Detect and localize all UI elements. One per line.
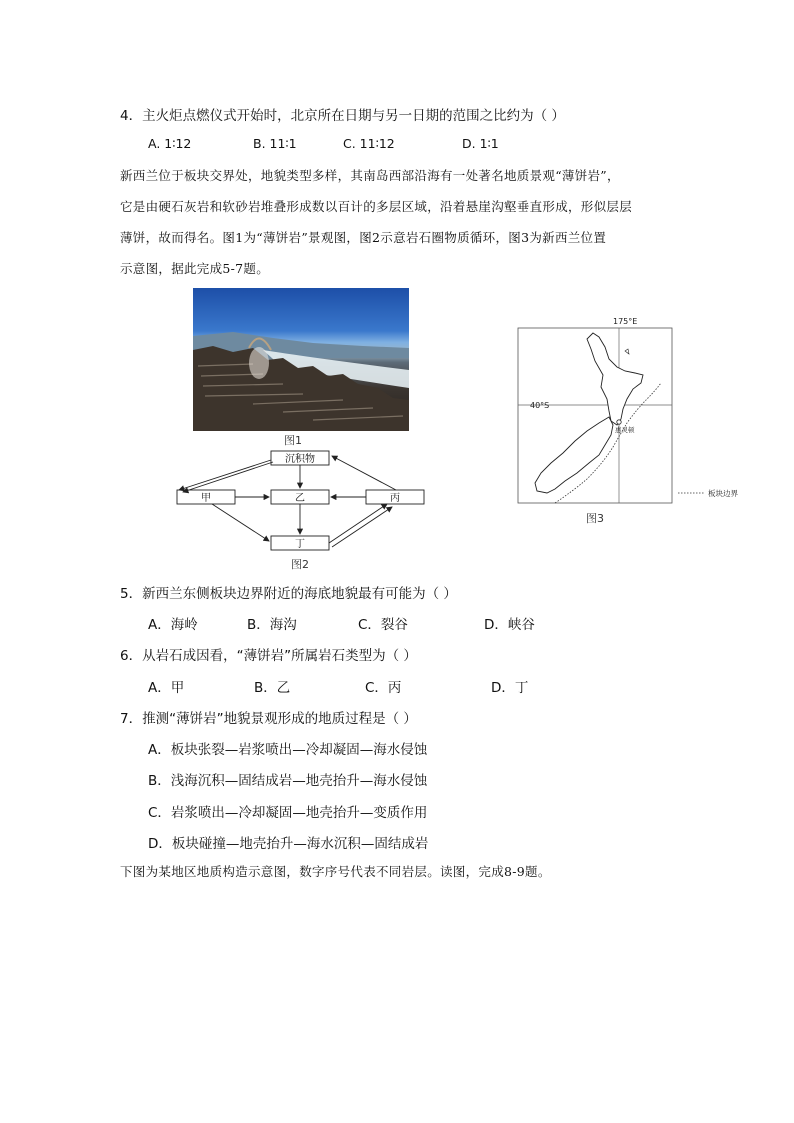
- question-4-option-a: A. 1∶12: [148, 136, 192, 151]
- longitude-label: 175°E: [613, 317, 638, 326]
- question-5-option-d: D．峡谷: [484, 617, 535, 633]
- latitude-label: 40°S: [530, 401, 550, 410]
- rock-cycle-box-bing: 丙: [390, 493, 400, 504]
- new-zealand-map: [515, 313, 777, 527]
- intro-line-3: 薄饼，故而得名。图1为“薄饼岩”景观图，图2示意岩石圈物质循环，图3为新西兰位置: [120, 230, 607, 245]
- intro-line-1: 新西兰位于板块交界处，地貌类型多样，其南岛西部沿海有一处著名地质景观“薄饼岩”，: [120, 168, 620, 183]
- question-7-option-d: D．板块碰撞—地壳抬升—海水沉积—固结成岩: [148, 836, 429, 852]
- question-5-option-c: C．裂谷: [358, 617, 408, 633]
- question-5-option-a: A．海岭: [148, 617, 198, 633]
- rock-cycle-diagram: [172, 446, 432, 574]
- question-6-stem: 6．从岩石成因看，“薄饼岩”所属岩石类型为（ ）: [120, 648, 417, 664]
- figure-3-caption: 图3: [586, 512, 604, 525]
- question-4-option-d: D. 1∶1: [462, 136, 499, 151]
- question-5-option-b: B．海沟: [247, 617, 297, 633]
- question-4-option-c: C. 11∶12: [343, 136, 395, 151]
- question-6-option-a: A．甲: [148, 680, 185, 696]
- question-6-option-c: C．丙: [365, 680, 402, 696]
- legend-boundary-label: 板块边界: [708, 489, 738, 498]
- figure-1-caption: 图1: [284, 434, 302, 447]
- rock-cycle-box-yi: 乙: [295, 493, 305, 504]
- figure-2-caption: 图2: [291, 558, 309, 571]
- rock-cycle-box-jia: 甲: [201, 493, 211, 504]
- question-6-option-b: B．乙: [254, 680, 291, 696]
- question-7-option-b: B．浅海沉积—固结成岩—地壳抬升—海水侵蚀: [148, 773, 428, 789]
- wellington-marker: [617, 420, 621, 424]
- intro-line-2: 它是由硬石灰岩和软砂岩堆叠形成数以百计的多层区域，沿着悬崖沟壑垂直形成，形似层层: [120, 199, 633, 214]
- question-7-stem: 7．推测“薄饼岩”地貌景观形成的地质过程是（ ）: [120, 711, 417, 727]
- question-7-option-a: A．板块张裂—岩浆喷出—冷却凝固—海水侵蚀: [148, 742, 428, 758]
- wellington-label: 惠灵顿: [615, 426, 635, 434]
- pancake-rocks-photo: [193, 288, 409, 431]
- rock-cycle-box-ding: 丁: [295, 539, 305, 550]
- question-4-option-b: B. 11∶1: [253, 136, 297, 151]
- question-6-option-d: D．丁: [491, 680, 529, 696]
- question-5-stem: 5．新西兰东侧板块边界附近的海底地貌最有可能为（ ）: [120, 586, 457, 602]
- intro-line-4: 示意图，据此完成5-7题。: [120, 261, 270, 276]
- question-4-stem: 4．主火炬点燃仪式开始时，北京所在日期与另一日期的范围之比约为（ ）: [120, 108, 565, 124]
- section-8-9-intro: 下图为某地区地质构造示意图，数字序号代表不同岩层。读图，完成8-9题。: [120, 864, 551, 879]
- question-7-option-c: C．岩浆喷出—冷却凝固—地壳抬升—变质作用: [148, 805, 428, 821]
- rock-cycle-box-sediment: 沉积物: [285, 454, 315, 465]
